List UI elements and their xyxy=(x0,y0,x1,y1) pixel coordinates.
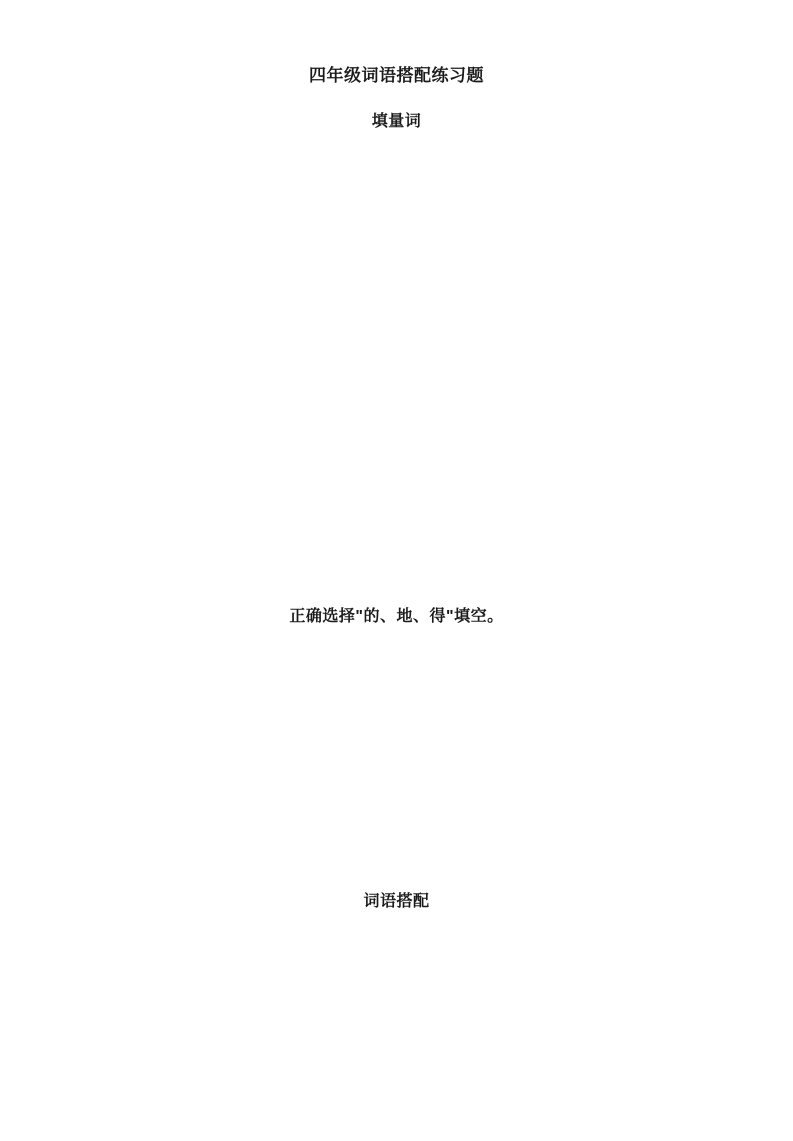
table-row xyxy=(70,1058,753,1100)
table-row xyxy=(70,1016,753,1058)
table-row xyxy=(0,731,793,773)
section-measure-words xyxy=(0,154,793,528)
table-row xyxy=(58,486,753,528)
table-row xyxy=(0,690,793,732)
table-row xyxy=(58,154,753,196)
table-row xyxy=(58,403,753,445)
table-row xyxy=(70,933,753,975)
page-title: 四年级词语搭配练习题 xyxy=(309,66,484,85)
table-row xyxy=(58,444,753,486)
table-row xyxy=(58,195,753,237)
table-row xyxy=(0,648,793,690)
table-row xyxy=(58,237,753,279)
section-heading-measure-words: 填量词 xyxy=(371,113,422,131)
table-row xyxy=(70,1099,753,1141)
table-row xyxy=(58,278,753,320)
table-row xyxy=(70,975,753,1017)
section-word-collocation xyxy=(0,933,793,1141)
table-row xyxy=(0,773,793,815)
section-de-particles xyxy=(0,648,793,814)
section-heading-word-collocation: 词语搭配 xyxy=(363,893,430,911)
table-row xyxy=(58,361,753,403)
table-row xyxy=(58,320,753,362)
section-heading-de-particles: 正确选择"的、地、得"填空。 xyxy=(289,608,504,626)
